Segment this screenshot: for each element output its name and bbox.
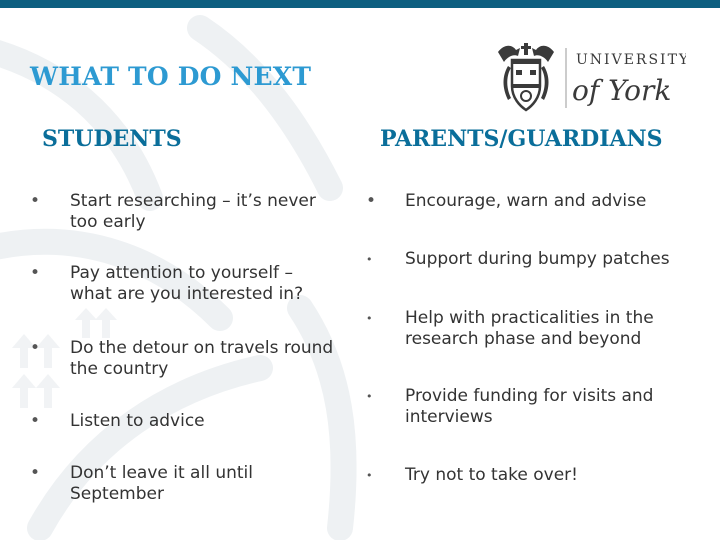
students-item-5-line1: Don’t leave it all until <box>70 463 253 483</box>
students-item-1-line2: too early <box>70 212 146 232</box>
bullet-icon: • <box>366 469 373 482</box>
students-item-2-line1: Pay attention to yourself – <box>70 263 293 283</box>
parents-item-2-line1: Support during bumpy patches <box>405 249 670 269</box>
students-item-2 <box>30 263 350 305</box>
bullet-icon: • <box>30 338 41 358</box>
bullet-icon: • <box>30 411 41 431</box>
parents-item-5-line1: Try not to take over! <box>405 465 578 485</box>
top-accent-bar <box>0 0 720 8</box>
logo-wordmark-top: UNIVERSITY <box>576 52 686 68</box>
students-item-3-line2: the country <box>70 359 169 379</box>
logo-wordmark-bottom: of York <box>572 74 672 107</box>
university-logo <box>494 40 686 116</box>
slide-title: WHAT TO DO NEXT <box>30 62 312 91</box>
students-item-3 <box>30 338 350 380</box>
parents-item-2 <box>366 249 696 270</box>
parents-item-1 <box>366 191 696 212</box>
students-item-4-line1: Listen to advice <box>70 411 205 431</box>
parents-item-3 <box>366 308 696 350</box>
parents-item-4 <box>366 386 696 428</box>
parents-item-4-line1: Provide funding for visits and <box>405 386 654 406</box>
bullet-icon: • <box>30 463 41 483</box>
bullet-icon: • <box>30 191 41 211</box>
students-item-5-line2: September <box>70 484 164 504</box>
parents-item-4-line2: interviews <box>405 407 493 427</box>
bullet-icon: • <box>366 390 373 403</box>
bullet-icon: • <box>366 312 373 325</box>
parents-item-3-line1: Help with practicalities in the <box>405 308 654 328</box>
bullet-icon: • <box>366 191 377 211</box>
parents-item-3-line2: research phase and beyond <box>405 329 642 349</box>
bullet-icon: • <box>30 263 41 283</box>
parents-item-1-line1: Encourage, warn and advise <box>405 191 647 211</box>
students-item-1-line1: Start researching – it’s never <box>70 191 316 211</box>
students-heading: STUDENTS <box>42 126 182 152</box>
students-item-5 <box>30 463 350 505</box>
students-item-3-line1: Do the detour on travels round <box>70 338 334 358</box>
parents-heading: PARENTS/GUARDIANS <box>380 126 663 152</box>
students-item-4 <box>30 411 350 432</box>
students-item-1 <box>30 191 350 233</box>
university-crest-icon <box>494 40 686 116</box>
students-item-2-line2: what are you interested in? <box>70 284 304 304</box>
bullet-icon: • <box>366 253 373 266</box>
parents-item-5 <box>366 465 696 486</box>
